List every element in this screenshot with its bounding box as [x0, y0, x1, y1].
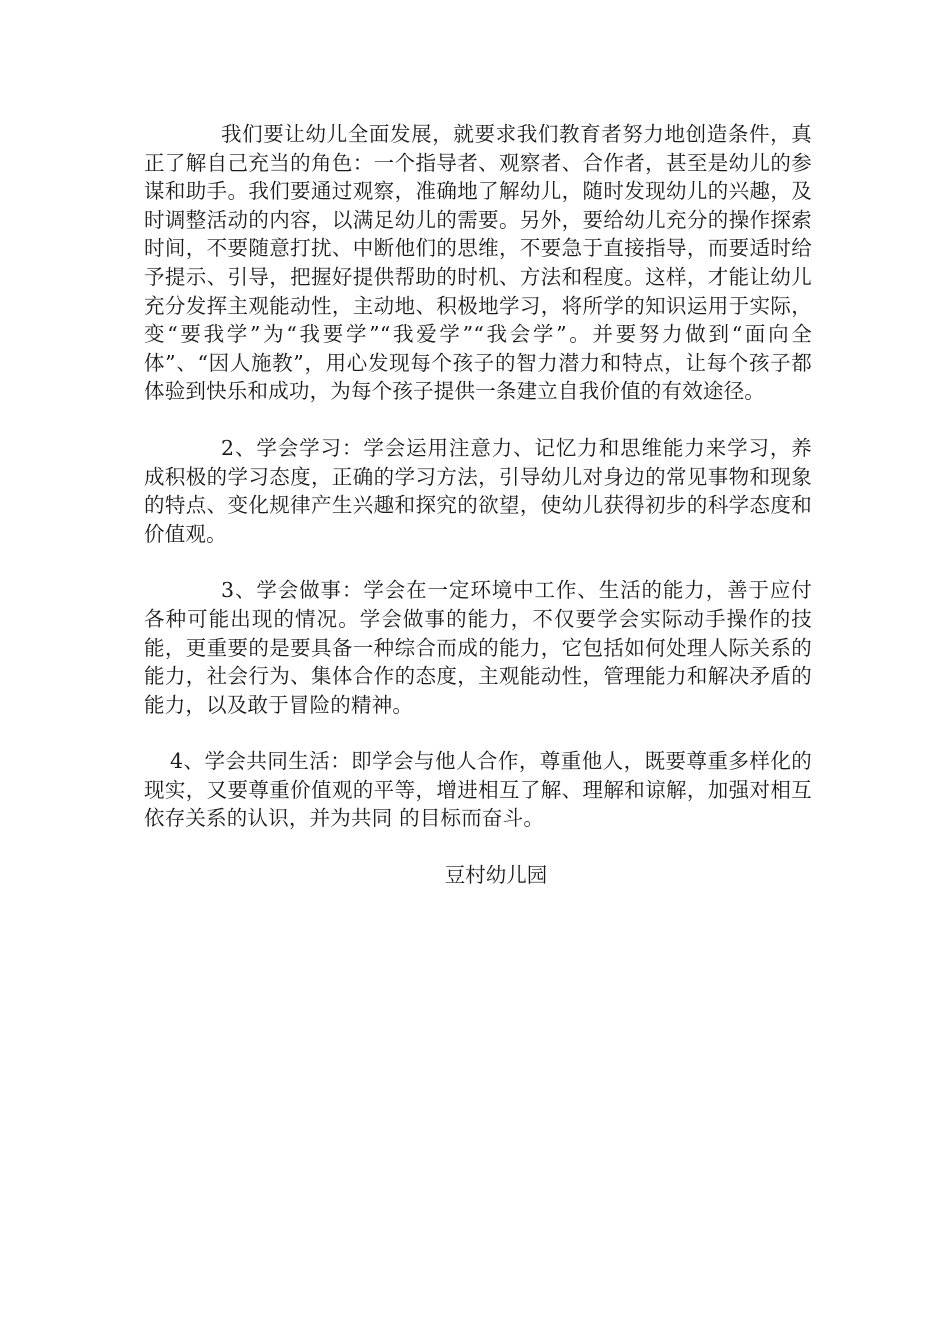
paragraph-learn-to-learn: 2、学会学习：学会运用注意力、记忆力和思维能力来学习，养成积极的学习态度，正确的学习方法，引导幼儿对身边的常见事物和现象的特点、变化规律产生兴趣和探究的欲望，使幼儿获得初步的科学态度和价值观。	[144, 435, 812, 546]
signature: 豆村幼儿园	[444, 863, 548, 888]
paragraph-gap	[144, 833, 812, 861]
document-page	[144, 120, 812, 890]
paragraph-gap	[144, 548, 812, 576]
paragraph-gap	[144, 406, 812, 434]
paragraph-gap	[144, 719, 812, 747]
paragraph-role-of-educator: 我们要让幼儿全面发展，就要求我们教育者努力地创造条件，真正了解自己充当的角色：一个指导者、观察者、合作者，甚至是幼儿的参谋和助手。我们要通过观察，准确地了解幼儿，随时发现幼儿的兴趣，及时调整活动的内容，以满足幼儿的需要。另外，要给幼儿充分的操作探索时间，不要随意打扰、中断他们的思维，不要急于直接指导，而要适时给予提示、引导，把握好提供帮助的时机、方法和程度。这样，才能让幼儿充分发挥主观能动性，主动地、积极地学习，将所学的知识运用于实际，变“要我学”为“我要学”“我爱学”“我会学”。并要努力做到“面向全体”、“因人施教”，用心发现每个孩子的智力潜力和特点，让每个孩子都体验到快乐和成功，为每个孩子提供一条建立自我价值的有效途径。	[144, 122, 812, 404]
paragraph-learn-to-live-together: 4、学会共同生活：即学会与他人合作，尊重他人，既要尊重多样化的现实，又要尊重价值观的平等，增进相互了解、理解和谅解，加强对相互依存关系的认识，并为共同 的目标而奋斗。	[144, 749, 812, 831]
paragraph-learn-to-do: 3、学会做事：学会在一定环境中工作、生活的能力，善于应付各种可能出现的情况。学会做事的能力，不仅要学会实际动手操作的技能，更重要的是要具备一种综合而成的能力，它包括如何处理人际关系的能力，社会行为、集体合作的态度，主观能动性，管理能力和解决矛盾的能力，以及敢于冒险的精神。	[144, 578, 812, 717]
